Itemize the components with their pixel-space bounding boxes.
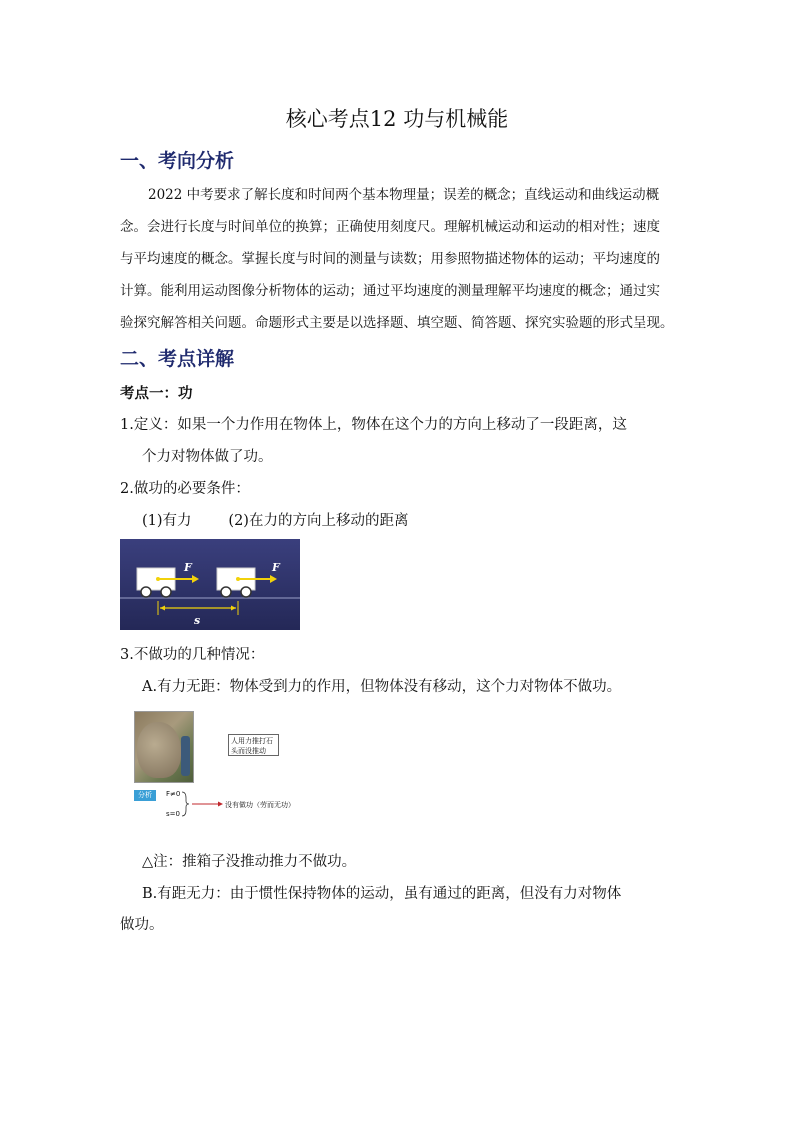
cart-1-wheel-left: [141, 587, 151, 597]
section-heading-analysis: 一、考向分析: [120, 150, 235, 172]
photo-caption: 人用力推打石头而没推动: [228, 734, 279, 756]
person-shape: [181, 736, 190, 776]
conditions-title: 2.做功的必要条件：: [120, 481, 250, 497]
force-label-2: F: [272, 561, 280, 574]
section-heading-details: 二、考点详解: [120, 348, 235, 370]
analysis-tag: 分析: [134, 790, 156, 801]
force-origin-2: [236, 577, 240, 581]
force-origin-1: [156, 577, 160, 581]
analysis-paragraph: [120, 179, 676, 339]
result-arrowhead: [218, 802, 223, 807]
push-rock-photo: [134, 711, 194, 783]
distance-condition: s=0: [166, 810, 180, 818]
rock-shape: [137, 722, 181, 778]
analysis-line: 与平均速度的概念。掌握长度与时间的测量与读数；用参照物描述物体的运动；平均速度的: [120, 251, 660, 267]
cart-force-figure: [120, 539, 300, 630]
push-rock-figure: [134, 711, 295, 821]
brace-shape: [182, 792, 189, 816]
definition-line-2: 个力对物体做了功。: [142, 449, 273, 465]
cart-2-wheel-left: [221, 587, 231, 597]
no-work-title: 3.不做功的几种情况：: [120, 647, 265, 663]
definition-line-1: 1.定义：如果一个力作用在物体上，物体在这个力的方向上移动了一段距离，这: [120, 417, 627, 433]
result-text: 没有做功（劳而无功）: [225, 801, 295, 809]
force-label-1: F: [184, 561, 192, 574]
cart-1-wheel-right: [161, 587, 171, 597]
analysis-line: 念。会进行长度与时间单位的换算；正确使用刻度尺。理解机械运动和运动的相对性；速度: [120, 219, 660, 235]
analysis-line: 计算。能利用运动图像分析物体的运动；通过平均速度的测量理解平均速度的概念；通过实: [120, 283, 660, 299]
analysis-line: 验探究解答相关问题。命题形式主要是以选择题、填空题、简答题、探究实验题的形式呈现。: [120, 315, 674, 331]
page-title: 核心考点12 功与机械能: [285, 107, 509, 131]
conditions-items: (1)有力 (2)在力的方向上移动的距离: [142, 513, 409, 529]
case-b-line-2: 做功。: [120, 917, 164, 933]
analysis-line: 2022 中考要求了解长度和时间两个基本物理量；误差的概念；直线运动和曲线运动概: [148, 187, 660, 203]
cart-2-wheel-right: [241, 587, 251, 597]
force-condition: F≠0: [166, 790, 181, 798]
cart-force-diagram: [120, 539, 300, 630]
case-b-line-1: B.有距无力：由于惯性保持物体的运动，虽有通过的距离，但没有力对物体: [142, 886, 622, 902]
distance-label: s: [194, 614, 201, 627]
case-a-line: A.有力无距：物体受到力的作用，但物体没有移动，这个力对物体不做功。: [142, 679, 622, 695]
point-one-heading: 考点一：功: [120, 385, 193, 402]
note-line: △注：推箱子没推动推力不做功。: [142, 854, 357, 870]
brace-arrow: [180, 790, 224, 818]
